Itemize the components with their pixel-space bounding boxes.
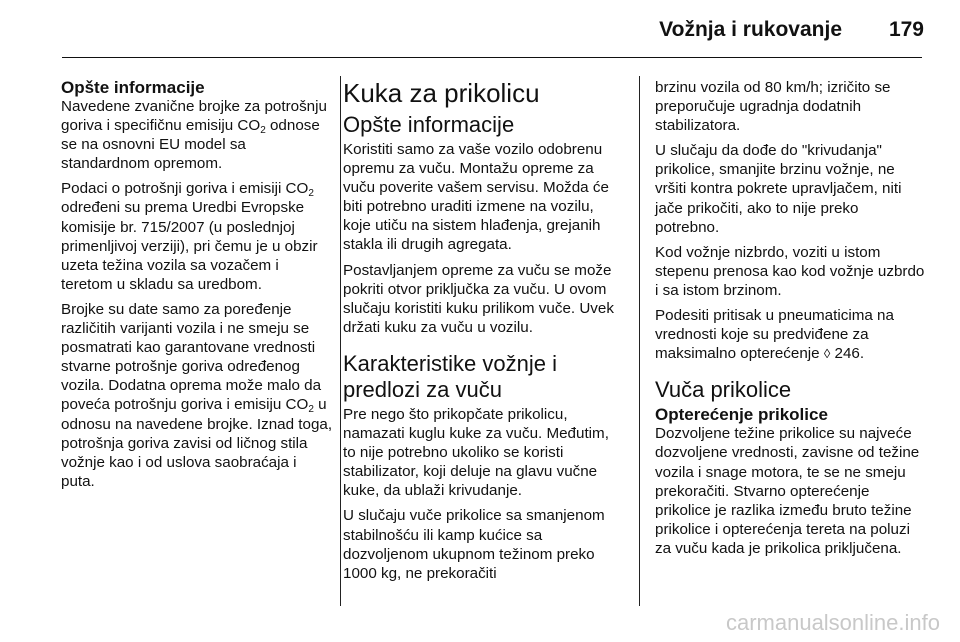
watermark: carmanualsonline.info [725,610,940,635]
paragraph: U slučaju vuče prikolice sa smanjenom stabilnošću ili kamp kućice sa dozvoljenom ukupnom težinom preko 1000 kg, ne prekoračiti [343,507,605,582]
paragraph: U slučaju da dođe do "krivudanja" prikolice, smanjite brzinu vožnje, ne vršiti kontra pokrete upravljačem, niti jače prikočiti, ako to nije preko potrebno. [655,142,902,236]
header-title: Vožnja i rukovanje [659,18,842,41]
paragraph: Dozvoljene težine prikolice su najveće dozvoljene vrednosti, zavisne od težine vozila i snage motora, te se ne smeju prekoračiti. Stvarno opterećenje prikolice je razlika između bruto težine prikolice i opterećenja tereta na poluzi za vuču kada je prikolica priključena. [655,425,920,557]
paragraph: Koristiti samo za vaše vozilo odobrenu opremu za vuču. Montažu opreme za vuču poverite vašem servisu. Možda će biti potrebno uraditi izmene na vozilu, koje utiču na sistem hlađenja, grejanih stakla ili drugih agregata. [343,141,609,254]
column-divider-2 [639,76,640,606]
page-reference[interactable]: 246. [830,345,865,363]
paragraph: Kod vožnje nizbrdo, voziti u istom stepenu prenosa kao kod vožnje uzbrdo i sa istom brzinom. [655,243,925,299]
paragraph: brzinu vozila od 80 km/h; izričito se preporučuje ugradnja dodatnih stabilizatora. [655,79,891,135]
column-2 [343,78,623,589]
column-divider-1 [340,76,341,606]
paragraph: Postavljanjem opreme za vuču se može pokriti otvor priključka za vuču. U ovom slučaju koristiti kuku prilikom vuče. Uvek držati kuku za vuču u vozilu. [343,261,614,336]
paragraph: Podesiti pritisak u pneumaticima na vrednosti koje su predviđene za maksimalno opterećenje ◊ 246. [655,307,894,363]
column-1 [61,78,333,497]
header-rule [62,57,922,58]
page-header [0,0,960,60]
chapter-title: Kuka za prikolicu [343,78,540,108]
section-heading: Opšte informacije [343,112,515,137]
paragraph: Navedene zvanične brojke za potrošnju goriva i specifičnu emisiju $CO_2$ odnose se na osnovni EU model sa standardnom opremom. [61,98,327,173]
section-heading: Opterećenje prikolice [655,405,828,425]
page-number: 179 [888,18,924,41]
paragraph: Brojke su date samo za poređenje različitih varijanti vozila i ne smeju se posmatrati kao garantovane vrednosti stvarne potrošnje goriva određenog vozila. Dodatna oprema može malo da poveća potrošnju goriva i emisiju $CO_2$ u odnosu na navedene brojke. Iznad toga, potrošnja goriva zavisi od ličnog stila vožnje kao i od uslova saobraćaja i puta. [61,300,333,490]
page-reference-icon: ◊ [823,346,831,362]
section-heading: Karakteristike vožnje i predlozi za vuču [343,350,557,402]
paragraph: Podaci o potrošnji goriva i emisiji $CO_2$ određeni su prema Uredbi Evropske komisije br. 715/2007 (u poslednjoj primenljivoj verziji), pri čemu je u obzir uzeta težina vozila sa vozačem i teretom u skladu sa uredbom. [61,180,318,293]
column-3 [655,78,925,564]
section-heading: Opšte informacije [61,78,205,97]
paragraph: Pre nego što prikopčate prikolicu, namazati kuglu kuke za vuču. Međutim, to nije potrebno ukoliko se koristi stabilizator, koji deluje na glavu vučne kuke, da ublaži krivudanje. [343,405,609,500]
chapter-title: Vuča prikolice [655,377,792,403]
